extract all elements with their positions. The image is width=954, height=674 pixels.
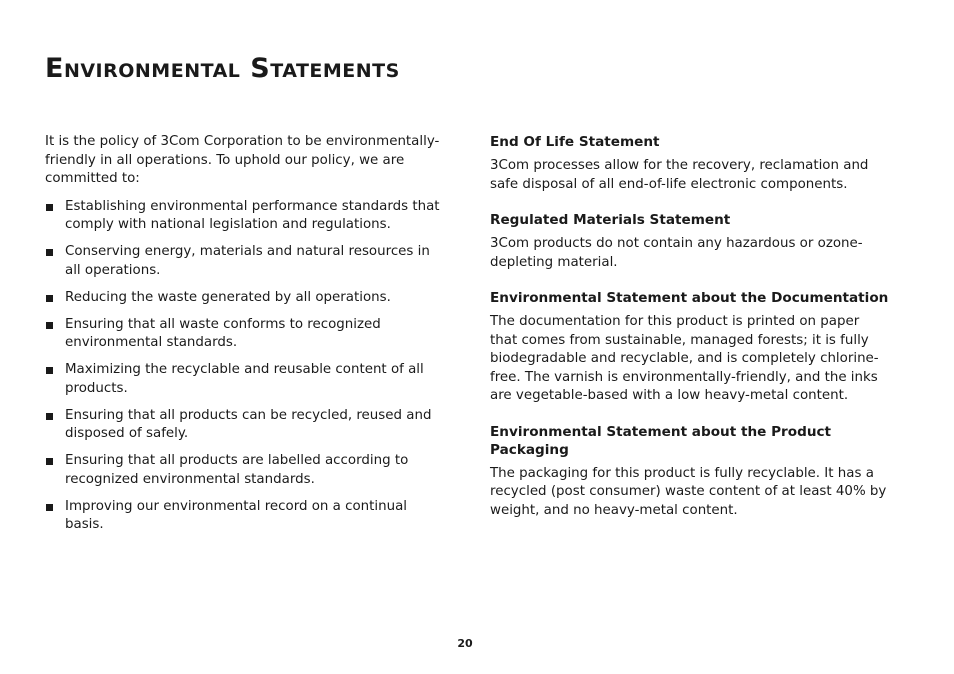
regulated-materials-section bbox=[490, 211, 890, 272]
list-item bbox=[45, 361, 445, 398]
list-item bbox=[45, 407, 445, 444]
page-number: 20 bbox=[457, 637, 473, 650]
list-item bbox=[45, 289, 445, 308]
list-item-text: Reducing the waste generated by all operations. bbox=[65, 289, 391, 305]
section-heading: Environmental Statement about the Product Packaging bbox=[490, 423, 832, 458]
list-item-text: Ensuring that all waste conforms to recognized environmental standards. bbox=[65, 316, 381, 350]
square-bullet-icon bbox=[46, 295, 53, 302]
end-of-life-section bbox=[490, 133, 890, 194]
policy-intro: It is the policy of 3Com Corporation to be environmentally-friendly in all operations. To uphold our policy, we are committed to: bbox=[45, 134, 440, 186]
list-item-text: Conserving energy, materials and natural resources in all operations. bbox=[65, 244, 430, 278]
list-item bbox=[45, 452, 445, 489]
section-body: The documentation for this product is printed on paper that comes from sustainable, managed forests; it is fully biodegradable and recyclable, and is completely chlorine-free. The varnish is environmentally-friendly, and the inks are vegetable-based with a low heavy-metal content. bbox=[490, 314, 879, 403]
list-item-text: Ensuring that all products can be recycled, reused and disposed of safely. bbox=[65, 407, 432, 441]
list-item bbox=[45, 316, 445, 353]
square-bullet-icon bbox=[46, 413, 53, 420]
packaging-section bbox=[490, 423, 890, 521]
square-bullet-icon bbox=[46, 249, 53, 256]
list-item bbox=[45, 498, 445, 535]
square-bullet-icon bbox=[46, 204, 53, 211]
square-bullet-icon bbox=[46, 504, 53, 511]
list-item-text: Improving our environmental record on a continual basis. bbox=[65, 498, 408, 532]
section-heading: Regulated Materials Statement bbox=[490, 212, 731, 228]
page-title: Environmental Statements bbox=[45, 53, 400, 84]
square-bullet-icon bbox=[46, 458, 53, 465]
list-item bbox=[45, 243, 445, 280]
list-item-text: Maximizing the recyclable and reusable content of all products. bbox=[65, 362, 424, 396]
section-heading: End Of Life Statement bbox=[490, 134, 660, 150]
list-item bbox=[45, 198, 445, 235]
statements-column bbox=[490, 133, 890, 537]
section-body: The packaging for this product is fully recyclable. It has a recycled (post consumer) waste content of at least 40% by weight, and no heavy-metal content. bbox=[490, 465, 887, 518]
list-item-text: Ensuring that all products are labelled according to recognized environmental standards. bbox=[65, 453, 409, 487]
square-bullet-icon bbox=[46, 367, 53, 374]
section-body: 3Com products do not contain any hazardous or ozone-depleting material. bbox=[490, 236, 863, 270]
square-bullet-icon bbox=[46, 322, 53, 329]
list-item-text: Establishing environmental performance standards that comply with national legislation and regulations. bbox=[65, 198, 440, 232]
commitment-list bbox=[45, 198, 445, 535]
documentation-section bbox=[490, 289, 890, 406]
policy-column bbox=[45, 133, 445, 543]
section-body: 3Com processes allow for the recovery, reclamation and safe disposal of all end-of-life electronic components. bbox=[490, 158, 869, 192]
section-heading: Environmental Statement about the Documentation bbox=[490, 290, 889, 306]
